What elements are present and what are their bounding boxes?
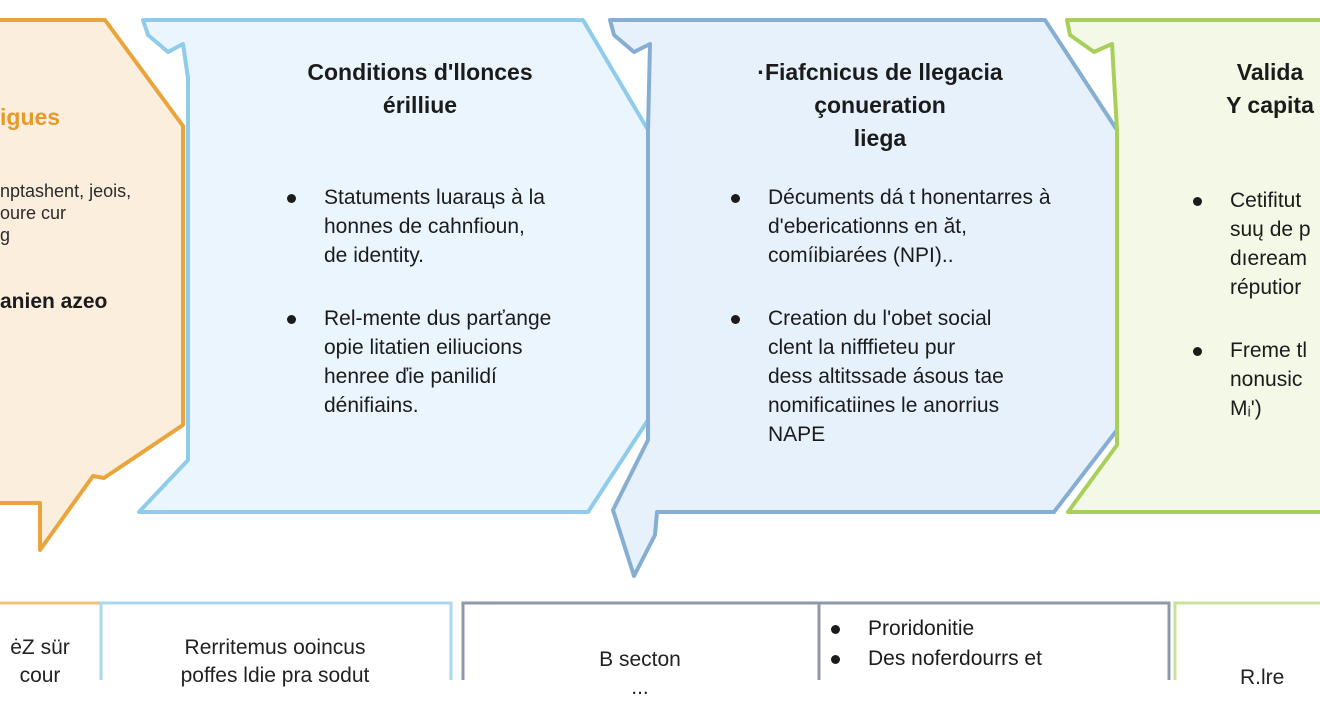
bullet-line: Creation du l'obet social	[768, 307, 992, 330]
panel-2-title-line: çonueration	[814, 92, 946, 118]
panel-3-title-line: Y capita	[1226, 92, 1314, 118]
bullet-line: honnes de cahnfioun,	[324, 215, 525, 238]
bottom-line: B secton	[599, 648, 681, 671]
bullet-line: suų de p	[1230, 218, 1311, 241]
panel-3-title	[1180, 56, 1320, 122]
bullet-line: Rel-mente dus parťange	[324, 307, 552, 330]
panel-3-title-line: Valida	[1236, 59, 1304, 85]
bullet-line: comíibiarées (NPI)..	[768, 244, 954, 267]
bullet-line: henree ďie panilidí	[324, 365, 497, 388]
bullet-line: Freme tl	[1230, 339, 1308, 362]
panel-left-title: igues	[0, 104, 61, 130]
bullet-line: opie litatien eiliucions	[324, 336, 523, 359]
panel-3-bullets	[1190, 186, 1320, 457]
panel-1-bullets	[284, 183, 629, 454]
panel-2-title-line: liega	[853, 125, 907, 151]
bullet-line: dénifiains.	[324, 394, 419, 417]
panel-2-title-line: ·Fiafcnicus de llegacia	[757, 59, 1003, 85]
panel-left-footer: anien azeo	[0, 290, 108, 313]
bullet-item	[828, 614, 1158, 644]
bottom-cell-3-bullets	[828, 614, 1158, 674]
bullet-item	[728, 304, 1108, 449]
bullet-line: Décuments dá t honentarres à	[768, 186, 1051, 209]
bullet-item	[284, 183, 629, 270]
bottom-cell-2-text	[470, 646, 810, 702]
bullet-item	[828, 644, 1158, 674]
bullet-line: clent la nifffieteu pur	[768, 336, 956, 359]
bullet-line: dıeream	[1230, 247, 1308, 270]
bullet-line: NAPE	[768, 423, 826, 446]
panel-2-bullets	[728, 183, 1108, 483]
bullet-line: réputior	[1230, 276, 1302, 299]
bottom-line: ėZ sür	[10, 636, 70, 659]
bullet-line: Statuments luarацs à la	[324, 186, 545, 209]
bottom-cell-0-text	[0, 634, 80, 690]
bullet-item	[728, 183, 1108, 270]
bullet-line: de identity.	[324, 244, 425, 267]
bullet-item	[1190, 336, 1320, 423]
panel-2-title	[670, 56, 1090, 155]
panel-1-title	[220, 56, 620, 122]
bullet-line: dess altitssade ásous tae	[768, 365, 1004, 388]
bullet-line: Cetifitut	[1230, 189, 1302, 212]
bottom-line: ...	[631, 676, 649, 699]
bullet-line: Proridonitie	[868, 617, 975, 640]
panel-left-shape	[0, 20, 183, 550]
panel-left-lines	[0, 180, 131, 246]
panel-left-line: oure cur	[0, 203, 67, 223]
panel-1-title-line: Conditions d'llonces	[307, 59, 533, 85]
bullet-item	[1190, 186, 1320, 302]
panel-left-line: g	[0, 225, 11, 245]
bottom-cell-4-text	[1240, 664, 1320, 692]
bottom-line: Rerritemus ooincus	[184, 636, 366, 659]
bottom-cell-1-text	[110, 634, 440, 690]
bullet-line: nomificatiines le anorrius	[768, 394, 1000, 417]
bottom-line: R.lre	[1240, 666, 1285, 689]
panel-1-title-line: érilliue	[382, 92, 458, 118]
bullet-line: d'ebericationns en ăt,	[768, 215, 967, 238]
panel-left-line: nptashent, jeois,	[0, 181, 132, 201]
bullet-line: Des noferdourrs et	[868, 647, 1042, 670]
bullet-line: nonusic	[1230, 368, 1303, 391]
bottom-line: poffes ldie pra sodut	[180, 664, 370, 687]
bottom-line: cour	[19, 664, 61, 687]
bullet-line: Mᵢ')	[1230, 397, 1262, 420]
bullet-item	[284, 304, 629, 420]
